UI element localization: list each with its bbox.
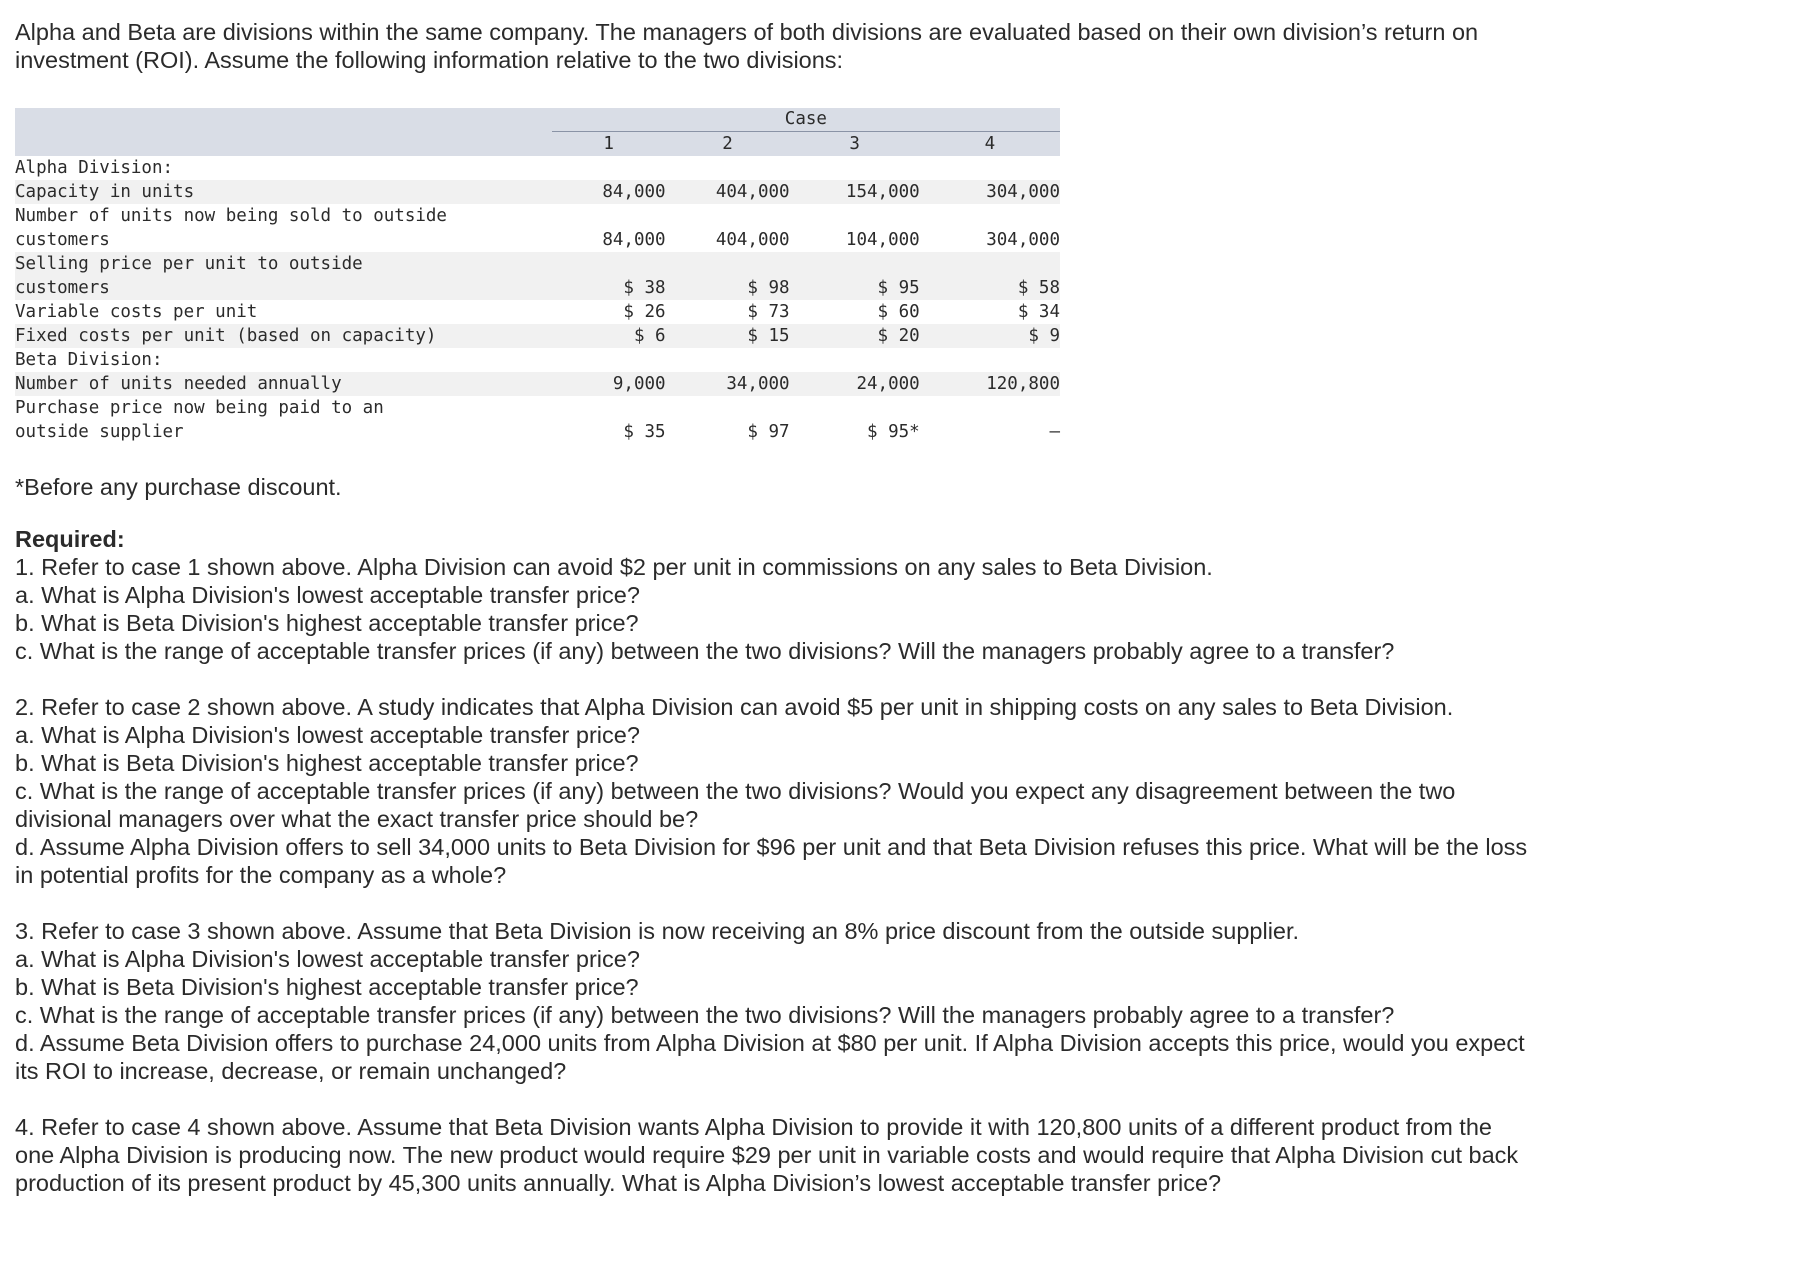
table-row: [15, 252, 1060, 276]
cell-value: 154,000: [790, 180, 920, 204]
cell-value: 120,800: [920, 372, 1060, 396]
cell-value: 404,000: [715, 230, 790, 250]
cell-value: $ 98: [666, 276, 790, 300]
question-3: [15, 917, 1535, 1085]
cell-value: $ 60: [877, 302, 920, 322]
row-label: Capacity in units: [15, 180, 552, 204]
case-number-2: 2: [666, 132, 790, 157]
cell-value: $ 95*: [867, 422, 920, 442]
cell-value: 404,000: [666, 180, 790, 204]
table-row: [15, 276, 1060, 300]
required-section: [15, 525, 1535, 1225]
cell-value: 34,000: [666, 372, 790, 396]
table-row: [15, 420, 1060, 444]
table-row: [15, 204, 1060, 228]
cell-value: 304,000: [986, 230, 1060, 250]
beta-division-header: Beta Division:: [15, 350, 163, 370]
row-label: Fixed costs per unit (based on capacity): [15, 324, 552, 348]
table-row: [15, 348, 1060, 372]
division-data-table-wrap: [15, 108, 1060, 444]
cell-value: $ 34: [1017, 302, 1060, 322]
table-row: [15, 180, 1060, 204]
question-text: b. What is Beta Division's highest acceptable transfer price?: [15, 610, 639, 636]
cell-value: $ 95: [790, 276, 920, 300]
row-label: customers: [15, 230, 110, 250]
row-label: Variable costs per unit: [15, 302, 258, 322]
question-text: d. Assume Alpha Division offers to sell 34,000 units to Beta Division for $96 per unit and that Beta Division refuses this price. What will be the loss in potential profits for the company as a whole?: [15, 834, 1528, 888]
footnote: *Before any purchase discount.: [15, 474, 342, 500]
question-text: 1. Refer to case 1 shown above. Alpha Division can avoid $2 per unit in commissions on any sales to Beta Division.: [15, 554, 1213, 580]
case-number-1: 1: [552, 132, 666, 157]
table-row: [15, 324, 1060, 348]
question-text: a. What is Alpha Division's lowest acceptable transfer price?: [15, 722, 640, 748]
question-text: 4. Refer to case 4 shown above. Assume that Beta Division wants Alpha Division to provide it with 120,800 units of a different product from the one Alpha Division is producing now. The new product would require $29 per unit in variable costs and would require that Alpha Division cut back production of its present product by 45,300 units annually. What is Alpha Division’s lowest acceptable transfer price?: [15, 1114, 1519, 1196]
cell-value: 304,000: [920, 180, 1060, 204]
question-text: b. What is Beta Division's highest acceptable transfer price?: [15, 750, 639, 776]
table-header-number-row: [15, 132, 1060, 157]
question-1: [15, 553, 1535, 665]
question-text: a. What is Alpha Division's lowest acceptable transfer price?: [15, 946, 640, 972]
question-text: c. What is the range of acceptable transfer prices (if any) between the two divisions? Will the managers probably agree to a transfer?: [15, 638, 1395, 664]
table-row: [15, 300, 1060, 324]
case-header: Case: [552, 108, 1060, 132]
cell-value: 9,000: [552, 372, 666, 396]
cell-value: $ 26: [623, 302, 666, 322]
cell-value: 84,000: [552, 180, 666, 204]
table-header-case-row: [15, 108, 1060, 132]
question-text: b. What is Beta Division's highest acceptable transfer price?: [15, 974, 639, 1000]
row-label: customers: [15, 276, 552, 300]
question-2: [15, 693, 1535, 889]
cell-value: $ 38: [552, 276, 666, 300]
question-text: a. What is Alpha Division's lowest acceptable transfer price?: [15, 582, 640, 608]
question-text: 2. Refer to case 2 shown above. A study indicates that Alpha Division can avoid $5 per unit in shipping costs on any sales to Beta Division.: [15, 694, 1454, 720]
row-label: Purchase price now being paid to an: [15, 398, 384, 418]
table-row: [15, 156, 1060, 180]
question-text: 3. Refer to case 3 shown above. Assume that Beta Division is now receiving an 8% price discount from the outside supplier.: [15, 918, 1300, 944]
cell-value: 84,000: [602, 230, 666, 250]
cell-value: 104,000: [845, 230, 920, 250]
cell-value: $ 9: [920, 324, 1060, 348]
case-number-3: 3: [790, 132, 920, 157]
question-text: c. What is the range of acceptable transfer prices (if any) between the two divisions? Would you expect any disagreement between the two divisional managers over what the exact transfer price should be?: [15, 778, 1456, 832]
required-title: Required:: [15, 526, 125, 552]
row-label: outside supplier: [15, 422, 184, 442]
intro-paragraph: Alpha and Beta are divisions within the same company. The managers of both divisions are evaluated based on their own division’s return on investment (ROI). Assume the following information relative to the two divisions:: [15, 19, 1479, 73]
question-text: d. Assume Beta Division offers to purchase 24,000 units from Alpha Division at $80 per unit. If Alpha Division accepts this price, would you expect its ROI to increase, decrease, or remain unchanged?: [15, 1030, 1525, 1084]
cell-value: $ 6: [552, 324, 666, 348]
problem-page: [15, 18, 1535, 1196]
row-label: Selling price per unit to outside: [15, 252, 552, 276]
question-text: c. What is the range of acceptable transfer prices (if any) between the two divisions? Will the managers probably agree to a transfer?: [15, 1002, 1395, 1028]
cell-value: $ 20: [790, 324, 920, 348]
question-4: [15, 1113, 1535, 1197]
cell-value: $ 58: [920, 276, 1060, 300]
alpha-division-header: Alpha Division:: [15, 158, 174, 178]
row-label: Number of units needed annually: [15, 372, 552, 396]
cell-value: $ 15: [666, 324, 790, 348]
cell-value: $ 73: [747, 302, 790, 322]
cell-value: $ 97: [747, 422, 790, 442]
table-row: [15, 372, 1060, 396]
cell-value: 24,000: [790, 372, 920, 396]
table-row: [15, 396, 1060, 420]
cell-value: –: [1049, 422, 1060, 442]
row-label: Number of units now being sold to outside: [15, 206, 447, 226]
case-number-4: 4: [920, 132, 1060, 157]
table-row: [15, 228, 1060, 252]
cell-value: $ 35: [623, 422, 666, 442]
division-data-table: [15, 108, 1060, 444]
